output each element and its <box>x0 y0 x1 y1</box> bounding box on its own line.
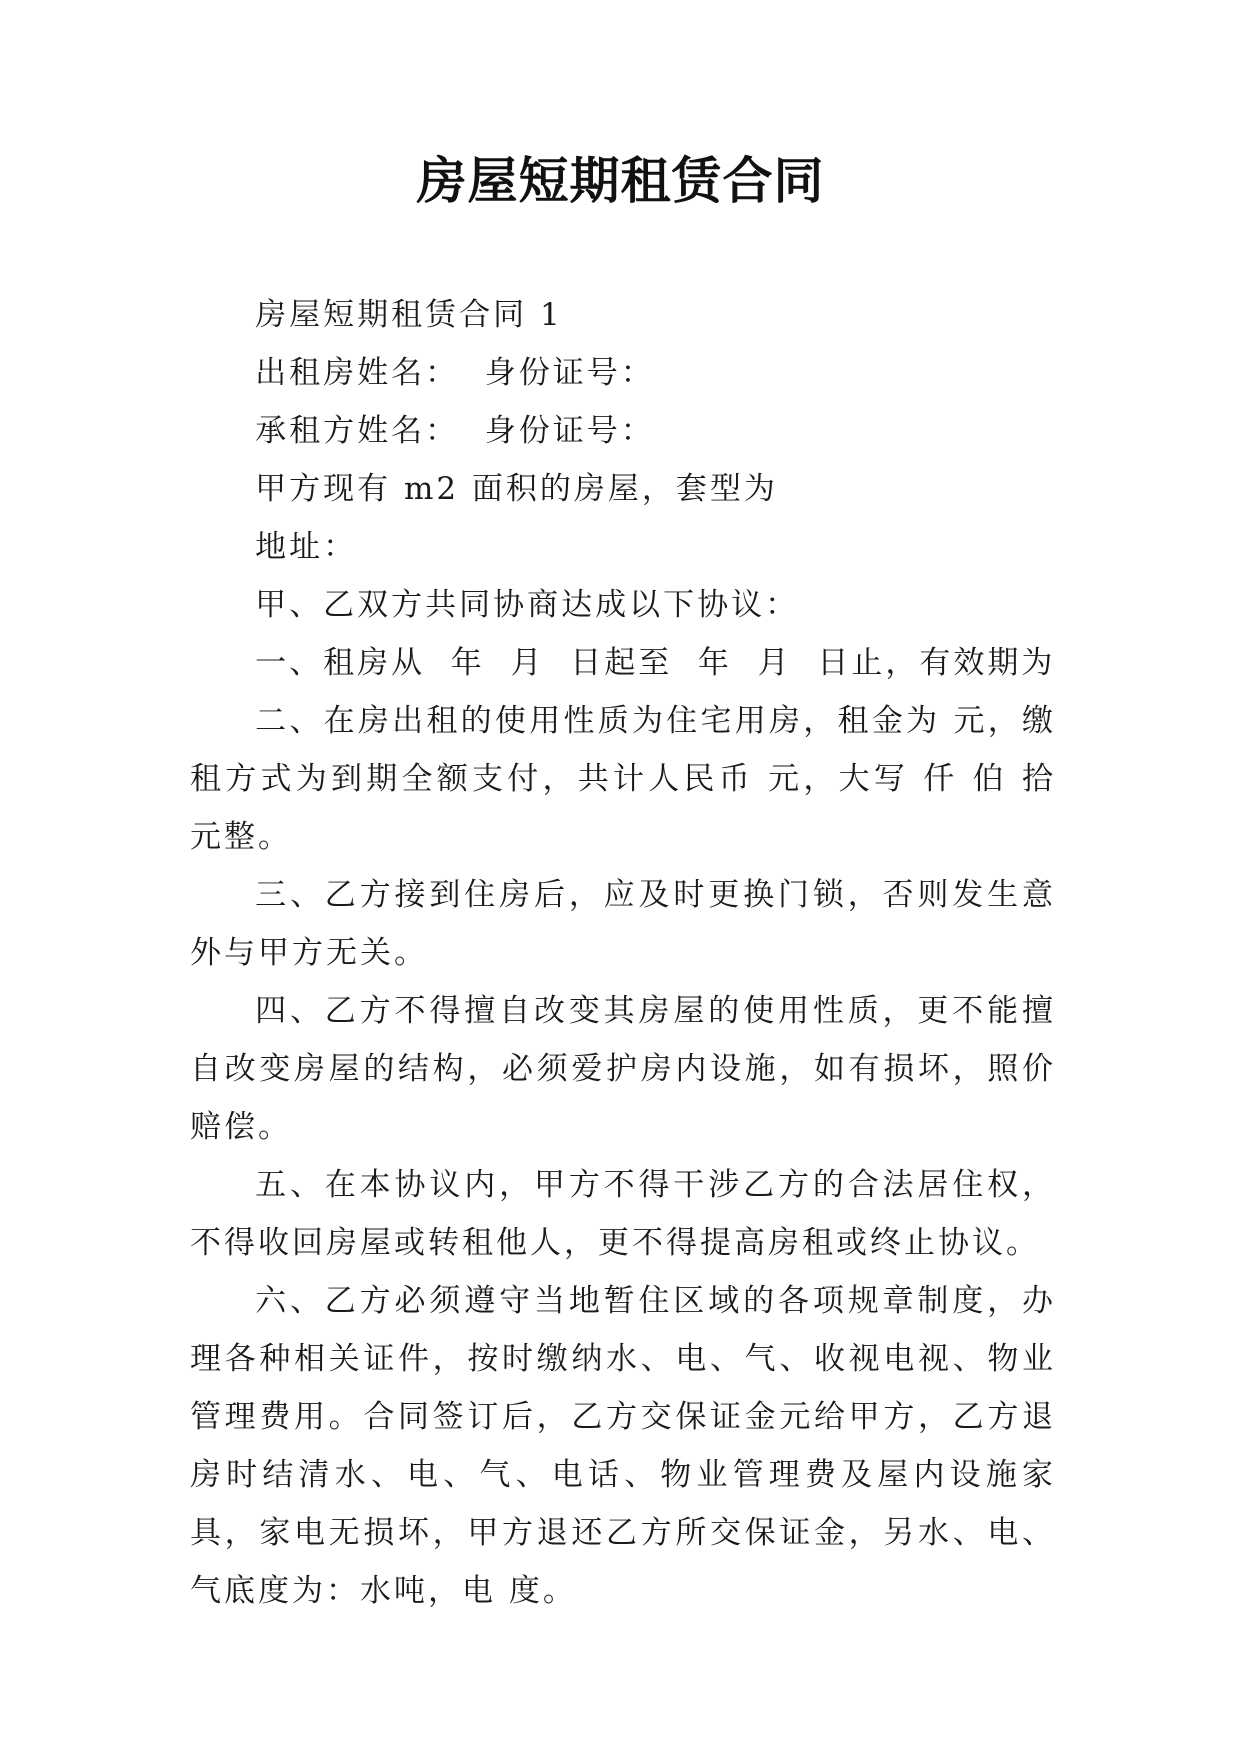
clause-3: 三、乙方接到住房后，应及时更换门锁，否则发生意外与甲方无关。 <box>190 877 1056 971</box>
clause-5: 五、在本协议内，甲方不得干涉乙方的合法居住权，不得收回房屋或转租他人，更不得提高房租或终止协议。 <box>190 1167 1056 1261</box>
clause-2: 二、在房出租的使用性质为住宅用房，租金为 元，缴租方式为到期全额支付，共计人民币 元，大写 仟 伯 拾元整。 <box>190 703 1056 855</box>
clause-6: 六、乙方必须遵守当地暂住区域的各项规章制度，办理各种相关证件，按时缴纳水、电、气、收视电视、物业管理费用。合同签订后，乙方交保证金元给甲方，乙方退房时结清水、电、气、电话、物业管理费及屋内设施家具，家电无损坏，甲方退还乙方所交保证金，另水、电、气底度为：水吨，电 度。 <box>190 1283 1056 1609</box>
subtitle-line: 房屋短期租赁合同 1 <box>255 297 563 333</box>
clause-4: 四、乙方不得擅自改变其房屋的使用性质，更不能擅自改变房屋的结构，必须爱护房内设施，如有损坏，照价赔偿。 <box>190 993 1056 1145</box>
property-area-line: 甲方现有 m2 面积的房屋，套型为 <box>255 471 778 507</box>
agreement-intro-line: 甲、乙双方共同协商达成以下协议： <box>255 587 800 623</box>
document-title: 房屋短期租赁合同 <box>416 151 825 210</box>
address-line: 地址： <box>255 529 358 565</box>
clause-1: 一、租房从 年 月 日起至 年 月 日止，有效期为 <box>255 645 1056 681</box>
lessor-name-line: 出租房姓名： 身份证号： <box>255 355 655 391</box>
document-body <box>190 286 1056 1620</box>
lessee-name-line: 承租方姓名： 身份证号： <box>255 413 655 449</box>
